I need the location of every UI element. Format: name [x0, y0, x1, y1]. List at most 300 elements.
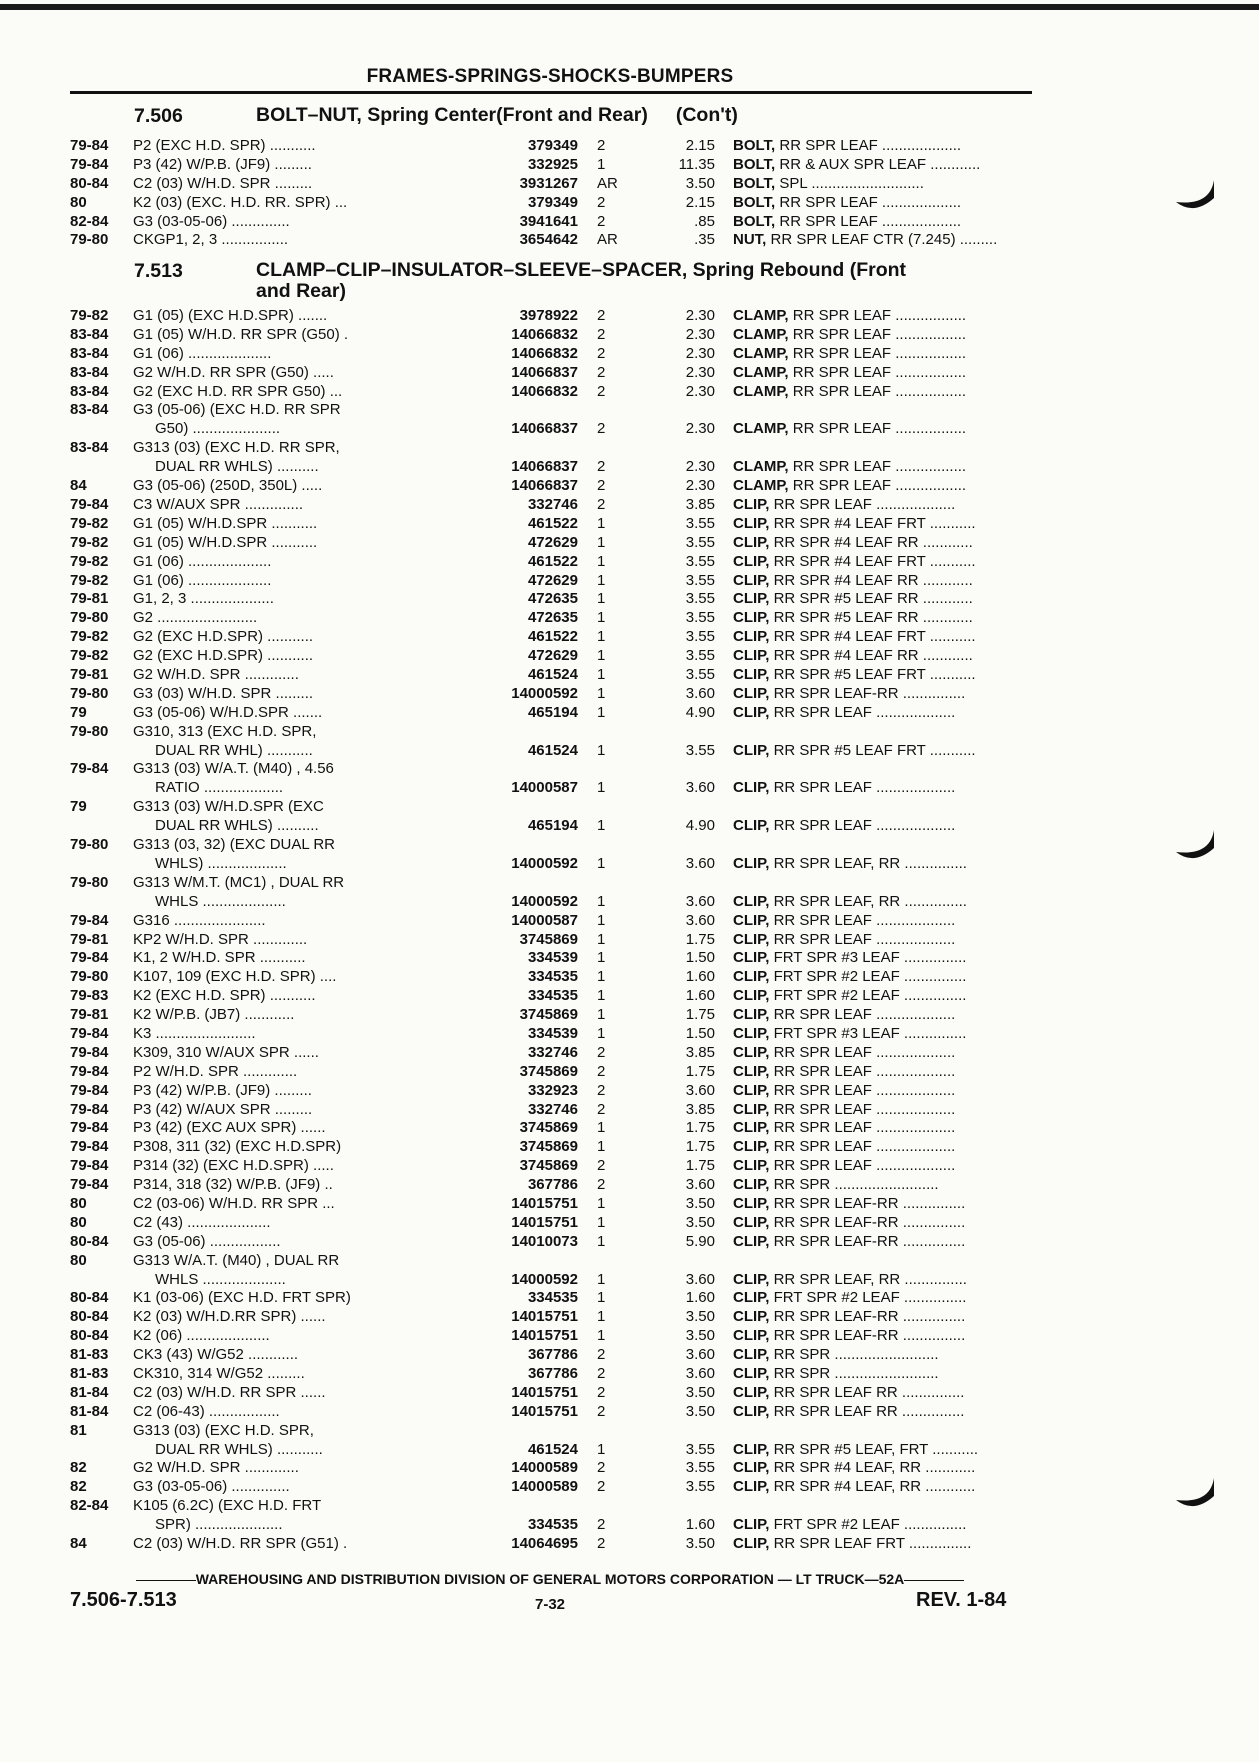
price: 3.50 — [685, 1213, 715, 1231]
part-detail: RR SPR #5 LEAF, FRT ........... — [769, 1440, 979, 1458]
description — [733, 213, 1096, 232]
description — [733, 1082, 1096, 1101]
list-item — [70, 949, 1030, 968]
application: G313 W/A.T. (M40) , DUAL RR — [133, 1251, 340, 1269]
list-item — [70, 1308, 1030, 1327]
model-years: 79-80 — [70, 231, 109, 249]
part-name: CLIP, — [733, 1402, 770, 1420]
part-name: CLIP, — [733, 495, 770, 513]
model-years: 79-84 — [70, 1119, 109, 1137]
model-years: 79-81 — [70, 1006, 109, 1024]
price: 3.55 — [685, 552, 715, 570]
part-number: 332746 — [527, 1100, 578, 1118]
model-years: 81-84 — [70, 1383, 109, 1401]
page-header: FRAMES-SPRINGS-SHOCKS-BUMPERS — [366, 66, 734, 87]
price: 3.55 — [685, 1459, 715, 1477]
part-number: 3745869 — [519, 930, 578, 948]
description — [733, 1308, 1096, 1327]
description — [733, 1006, 1096, 1025]
model-years: 79 — [70, 703, 87, 721]
price: 3.60 — [685, 911, 715, 929]
price: 3.55 — [685, 590, 715, 608]
part-detail: RR SPR LEAF FRT ............... — [769, 1535, 972, 1553]
model-years: 79-80 — [70, 836, 109, 854]
application: G1 (06) .................... — [133, 571, 272, 589]
part-name: CLIP, — [733, 628, 770, 646]
list-item — [70, 1082, 1030, 1101]
quantity: 1 — [597, 854, 606, 872]
description — [733, 931, 1096, 950]
application: K1 (03-06) (EXC H.D. FRT SPR) — [133, 1289, 351, 1307]
part-number: 14000587 — [511, 779, 578, 797]
section-title: BOLT–NUT, Spring Center(Front and Rear) (Con't) — [256, 104, 738, 126]
description — [733, 704, 1096, 723]
description — [733, 326, 1096, 345]
description — [733, 345, 1096, 364]
footer-section-range: 7.506-7.513 — [70, 1589, 177, 1611]
part-detail: RR SPR #4 LEAF FRT ........... — [769, 552, 976, 570]
price: 1.60 — [685, 1289, 715, 1307]
description — [733, 364, 1096, 383]
description — [733, 628, 1096, 647]
part-number: 14066832 — [511, 382, 578, 400]
part-name: CLIP, — [733, 703, 770, 721]
quantity: 2 — [597, 325, 606, 343]
list-item — [70, 1157, 1030, 1176]
part-name: CLIP, — [733, 1232, 770, 1250]
quantity: 1 — [597, 590, 606, 608]
description — [733, 1157, 1096, 1176]
part-detail: RR SPR LEAF ................... — [775, 137, 962, 154]
description — [733, 1138, 1096, 1157]
description — [733, 1459, 1096, 1478]
part-detail: RR SPR LEAF ................. — [788, 382, 967, 400]
application-continued: RATIO ................... — [155, 779, 284, 797]
part-number: 3745869 — [519, 1062, 578, 1080]
part-name: CLIP, — [733, 1138, 770, 1156]
model-years: 81 — [70, 1421, 87, 1439]
part-name: CLIP, — [733, 1478, 770, 1496]
part-name: CLIP, — [733, 854, 770, 872]
part-number: 3745869 — [519, 1119, 578, 1137]
list-item — [70, 1176, 1030, 1195]
list-item — [70, 156, 1030, 175]
price: 3.60 — [685, 1365, 715, 1382]
quantity: 1 — [597, 817, 606, 835]
list-item — [70, 1478, 1030, 1497]
part-detail: RR SPR LEAF ................... — [769, 1081, 956, 1099]
list-item — [70, 553, 1030, 572]
model-years: 82-84 — [70, 212, 109, 230]
model-years: 79-80 — [70, 873, 109, 891]
quantity: 1 — [597, 892, 606, 910]
part-number: 465194 — [527, 817, 578, 835]
price: .85 — [694, 212, 715, 230]
description — [733, 496, 1096, 515]
list-item — [70, 194, 1030, 213]
quantity: 2 — [597, 1383, 606, 1401]
list-item — [70, 307, 1030, 326]
parts-list-7506 — [70, 137, 1030, 250]
part-detail: FRT SPR #2 LEAF ............... — [769, 1516, 967, 1534]
model-years: 79-80 — [70, 968, 109, 986]
part-detail: RR SPR #5 LEAF FRT ........... — [769, 741, 976, 759]
part-name: CLIP, — [733, 590, 770, 608]
part-name: CLIP, — [733, 1006, 770, 1024]
part-detail: FRT SPR #3 LEAF ............... — [769, 1024, 967, 1042]
application: K1, 2 W/H.D. SPR ........... — [133, 949, 306, 967]
description — [733, 1119, 1096, 1138]
application: P3 (42) W/P.B. (JF9) ......... — [133, 155, 312, 173]
part-detail: RR SPR LEAF ................... — [769, 911, 956, 929]
part-detail: RR SPR #4 LEAF, RR ............ — [769, 1459, 976, 1477]
application-continued: WHLS) ................... — [155, 854, 287, 872]
list-item — [70, 987, 1030, 1006]
part-name: CLIP, — [733, 987, 770, 1005]
part-detail: RR SPR LEAF-RR ............... — [769, 1232, 966, 1250]
part-detail: RR SPR #4 LEAF RR ............ — [769, 571, 973, 589]
model-years: 79-84 — [70, 1081, 109, 1099]
part-detail: RR SPR LEAF, RR ............... — [769, 892, 967, 910]
part-number: 379349 — [527, 137, 578, 154]
part-number: 465194 — [527, 703, 578, 721]
binder-hole-icon — [1170, 172, 1218, 220]
part-number: 461524 — [527, 665, 578, 683]
part-number: 14015751 — [511, 1213, 578, 1231]
quantity: 1 — [597, 1024, 606, 1042]
part-detail: RR SPR LEAF CTR (7.245) ......... — [766, 231, 998, 249]
part-number: 3654642 — [519, 231, 578, 249]
part-name: CLIP, — [733, 1440, 770, 1458]
description — [733, 893, 1096, 912]
description — [733, 420, 1096, 439]
application: G1 (06) .................... — [133, 344, 272, 362]
price: 1.60 — [685, 987, 715, 1005]
part-detail: RR SPR LEAF ................. — [788, 363, 967, 381]
part-name: CLIP, — [733, 949, 770, 967]
price: 3.60 — [685, 854, 715, 872]
part-number: 3978922 — [519, 307, 578, 324]
list-item — [70, 401, 1030, 439]
application: C3 W/AUX SPR .............. — [133, 495, 304, 513]
part-detail: RR SPR LEAF ................... — [769, 495, 956, 513]
quantity: 1 — [597, 1232, 606, 1250]
description — [733, 1233, 1096, 1252]
part-name: CLAMP, — [733, 325, 789, 343]
price: 3.60 — [685, 1081, 715, 1099]
part-name: CLIP, — [733, 609, 770, 627]
part-number: 472629 — [527, 533, 578, 551]
list-item — [70, 1535, 1030, 1554]
model-years: 79-82 — [70, 307, 109, 324]
application: G313 (03, 32) (EXC DUAL RR — [133, 836, 336, 854]
list-item — [70, 1006, 1030, 1025]
quantity: 2 — [597, 1100, 606, 1118]
application: G2 ........................ — [133, 609, 258, 627]
list-item — [70, 723, 1030, 761]
part-number: 367786 — [527, 1365, 578, 1382]
application: G3 (03-05-06) .............. — [133, 212, 290, 230]
part-name: CLIP, — [733, 1289, 770, 1307]
model-years: 79-82 — [70, 533, 109, 551]
part-detail: RR SPR LEAF RR ............... — [769, 1383, 965, 1401]
list-item — [70, 1422, 1030, 1460]
part-number: 334539 — [527, 949, 578, 967]
list-item — [70, 1119, 1030, 1138]
price: 3.50 — [685, 1383, 715, 1401]
model-years: 82 — [70, 1459, 87, 1477]
quantity: 1 — [597, 1270, 606, 1288]
quantity: 1 — [597, 609, 606, 627]
part-number: 461522 — [527, 628, 578, 646]
application-continued: WHLS .................... — [155, 892, 286, 910]
part-number: 334539 — [527, 1024, 578, 1042]
application: P3 (42) W/AUX SPR ......... — [133, 1100, 313, 1118]
list-item — [70, 137, 1030, 156]
part-number: 14015751 — [511, 1402, 578, 1420]
parts-list-7513 — [70, 307, 1030, 1554]
part-name: BOLT, — [733, 212, 776, 230]
price: 1.50 — [685, 949, 715, 967]
description — [733, 137, 1096, 156]
part-number: 3745869 — [519, 1138, 578, 1156]
price: 2.30 — [685, 363, 715, 381]
part-number: 14000587 — [511, 911, 578, 929]
part-detail: RR SPR #4 LEAF RR ............ — [769, 647, 973, 665]
price: 2.30 — [685, 307, 715, 324]
quantity: 2 — [597, 1346, 606, 1364]
part-detail: RR SPR LEAF ................... — [769, 817, 956, 835]
part-detail: RR SPR LEAF-RR ............... — [769, 1308, 966, 1326]
model-years: 79-81 — [70, 665, 109, 683]
price: 1.75 — [685, 1138, 715, 1156]
part-name: CLIP, — [733, 1194, 770, 1212]
list-item — [70, 590, 1030, 609]
application: G3 (05-06) ................. — [133, 1232, 281, 1250]
price: 1.75 — [685, 1119, 715, 1137]
part-number: 14015751 — [511, 1194, 578, 1212]
description — [733, 307, 1096, 326]
part-number: 14066837 — [511, 477, 578, 495]
part-detail: RR SPR #5 LEAF RR ............ — [769, 609, 973, 627]
price: 3.55 — [685, 514, 715, 532]
list-item — [70, 1233, 1030, 1252]
top-scan-edge — [0, 4, 1259, 10]
application: G2 (EXC H.D. RR SPR G50) ... — [133, 382, 343, 400]
price: 3.55 — [685, 647, 715, 665]
model-years: 79-84 — [70, 495, 109, 513]
price: 4.90 — [685, 703, 715, 721]
model-years: 79-84 — [70, 760, 109, 778]
list-item — [70, 1063, 1030, 1082]
application: G2 W/H.D. SPR ............. — [133, 1459, 299, 1477]
quantity: 1 — [597, 1006, 606, 1024]
model-years: 79-84 — [70, 1176, 109, 1194]
description — [733, 194, 1096, 213]
description — [733, 590, 1096, 609]
description — [733, 647, 1096, 666]
part-name: CLIP, — [733, 1327, 770, 1345]
quantity: 1 — [597, 779, 606, 797]
list-item — [70, 515, 1030, 534]
list-item — [70, 666, 1030, 685]
header-rule — [70, 91, 1032, 94]
application: G2 W/H.D. RR SPR (G50) ..... — [133, 363, 334, 381]
part-name: CLIP, — [733, 665, 770, 683]
application: C2 (03) W/H.D. RR SPR (G51) . — [133, 1535, 348, 1553]
price: 4.90 — [685, 817, 715, 835]
quantity: 1 — [597, 1119, 606, 1137]
application: G3 (03) W/H.D. SPR ......... — [133, 684, 314, 702]
quantity: 1 — [597, 684, 606, 702]
part-detail: RR SPR ......................... — [769, 1346, 939, 1364]
list-item — [70, 534, 1030, 553]
model-years: 79-81 — [70, 930, 109, 948]
description — [733, 156, 1096, 175]
part-number: 14000592 — [511, 854, 578, 872]
description — [733, 1346, 1096, 1365]
application: G3 (05-06) W/H.D.SPR ....... — [133, 703, 323, 721]
model-years: 82 — [70, 1478, 87, 1496]
application: G1 (05) (EXC H.D.SPR) ....... — [133, 307, 328, 324]
part-detail: RR SPR LEAF ................... — [769, 1100, 956, 1118]
part-name: CLIP, — [733, 1535, 770, 1553]
description — [733, 1365, 1096, 1384]
application: C2 (03-06) W/H.D. RR SPR ... — [133, 1194, 335, 1212]
quantity: 1 — [597, 571, 606, 589]
quantity: 2 — [597, 1535, 606, 1553]
part-detail: RR SPR LEAF ................... — [769, 1006, 956, 1024]
price: 3.85 — [685, 495, 715, 513]
part-name: BOLT, — [733, 155, 776, 173]
list-item — [70, 685, 1030, 704]
description — [733, 685, 1096, 704]
quantity: 2 — [597, 1478, 606, 1496]
application: P308, 311 (32) (EXC H.D.SPR) — [133, 1138, 342, 1156]
model-years: 80 — [70, 1251, 87, 1269]
application: G310, 313 (EXC H.D. SPR, — [133, 722, 317, 740]
description — [733, 477, 1096, 496]
application: G1, 2, 3 .................... — [133, 590, 274, 608]
price: 2.15 — [685, 193, 715, 211]
part-number: 3931267 — [519, 174, 578, 192]
application: CK310, 314 W/G52 ......... — [133, 1365, 305, 1382]
description — [733, 817, 1096, 836]
quantity: AR — [597, 174, 618, 192]
part-number: 472629 — [527, 647, 578, 665]
price: 3.55 — [685, 533, 715, 551]
quantity: 1 — [597, 1138, 606, 1156]
price: 3.60 — [685, 1176, 715, 1194]
list-item — [70, 1365, 1030, 1384]
part-detail: RR SPR LEAF ................... — [775, 193, 962, 211]
application: K2 (03) (EXC. H.D. RR. SPR) ... — [133, 193, 348, 211]
part-name: CLIP, — [733, 1176, 770, 1194]
application: G313 (03) (EXC H.D. RR SPR, — [133, 439, 340, 457]
part-name: CLIP, — [733, 1024, 770, 1042]
application: K2 (06) .................... — [133, 1327, 270, 1345]
list-item — [70, 968, 1030, 987]
part-name: CLIP, — [733, 968, 770, 986]
list-item — [70, 326, 1030, 345]
application: C2 (43) .................... — [133, 1213, 271, 1231]
price: 3.55 — [685, 741, 715, 759]
application: G1 (06) .................... — [133, 552, 272, 570]
price: 3.85 — [685, 1043, 715, 1061]
list-item — [70, 213, 1030, 232]
application: KP2 W/H.D. SPR ............. — [133, 930, 308, 948]
model-years: 83-84 — [70, 325, 109, 343]
application: CKGP1, 2, 3 ................ — [133, 231, 289, 249]
part-number: 14066837 — [511, 420, 578, 438]
application: G2 (EXC H.D.SPR) ........... — [133, 628, 314, 646]
part-detail: RR SPR LEAF ................... — [769, 1062, 956, 1080]
application: K2 (03) W/H.D.RR SPR) ...... — [133, 1308, 326, 1326]
price: 2.15 — [685, 137, 715, 154]
quantity: 1 — [597, 647, 606, 665]
part-detail: FRT SPR #2 LEAF ............... — [769, 1289, 967, 1307]
part-detail: RR SPR #4 LEAF, RR ............ — [769, 1478, 976, 1496]
part-name: BOLT, — [733, 193, 776, 211]
price: 3.60 — [685, 684, 715, 702]
part-number: 14000589 — [511, 1459, 578, 1477]
part-number: 14064695 — [511, 1535, 578, 1553]
part-detail: SPL ........................... — [775, 174, 924, 192]
part-name: CLAMP, — [733, 382, 789, 400]
part-number: 14015751 — [511, 1327, 578, 1345]
part-name: CLAMP, — [733, 458, 789, 476]
description — [733, 1101, 1096, 1120]
quantity: 2 — [597, 344, 606, 362]
description — [733, 1176, 1096, 1195]
model-years: 81-83 — [70, 1365, 109, 1382]
quantity: 1 — [597, 514, 606, 532]
quantity: 2 — [597, 1516, 606, 1534]
part-number: 14000592 — [511, 684, 578, 702]
description — [733, 1271, 1096, 1290]
part-name: CLIP, — [733, 1346, 770, 1364]
application: P2 (EXC H.D. SPR) ........... — [133, 137, 316, 154]
part-detail: RR & AUX SPR LEAF ............ — [775, 155, 981, 173]
part-detail: FRT SPR #2 LEAF ............... — [769, 968, 967, 986]
price: 1.50 — [685, 1024, 715, 1042]
list-item — [70, 496, 1030, 515]
quantity: 1 — [597, 1289, 606, 1307]
list-item — [70, 1214, 1030, 1233]
application: G316 ...................... — [133, 911, 266, 929]
part-detail: RR SPR #5 LEAF RR ............ — [769, 590, 973, 608]
part-name: CLIP, — [733, 779, 770, 797]
list-item — [70, 1101, 1030, 1120]
footer-revision: REV. 1-84 — [916, 1589, 1007, 1611]
part-name: CLIP, — [733, 1308, 770, 1326]
part-detail: RR SPR LEAF ................... — [769, 930, 956, 948]
part-detail: RR SPR LEAF ................... — [769, 1157, 956, 1175]
description — [733, 1044, 1096, 1063]
part-name: CLIP, — [733, 817, 770, 835]
part-number: 3745869 — [519, 1157, 578, 1175]
part-name: CLIP, — [733, 1383, 770, 1401]
part-number: 334535 — [527, 987, 578, 1005]
description — [733, 383, 1096, 402]
quantity: 2 — [597, 1459, 606, 1477]
part-name: CLIP, — [733, 892, 770, 910]
part-name: CLIP, — [733, 1062, 770, 1080]
quantity: 2 — [597, 307, 606, 324]
part-name: CLIP, — [733, 930, 770, 948]
application: G3 (05-06) (EXC H.D. RR SPR — [133, 401, 341, 419]
quantity: 2 — [597, 212, 606, 230]
